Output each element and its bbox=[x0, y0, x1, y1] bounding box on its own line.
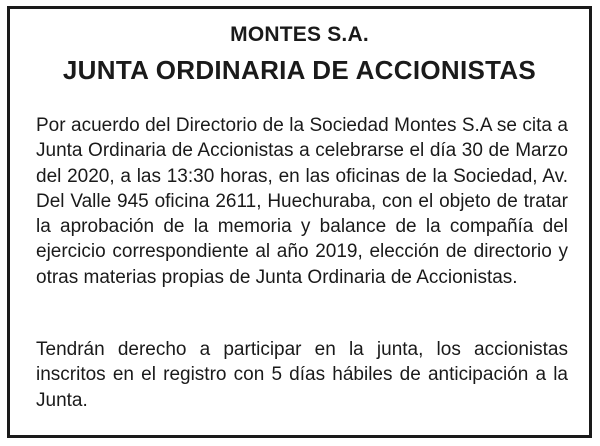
notice-box bbox=[7, 6, 592, 438]
notice-title: JUNTA ORDINARIA DE ACCIONISTAS bbox=[62, 55, 537, 85]
notice-paragraph-participation: Tendrán derecho a participar en la junta, los accionistas inscritos en el registro con 5 días hábiles de anticipación a la Junta. bbox=[36, 339, 568, 411]
company-name: MONTES S.A. bbox=[230, 23, 369, 46]
notice-paragraph-convocation: Por acuerdo del Directorio de la Sociedad Montes S.A se cita a Junta Ordinaria de Accionistas a celebrarse el día 30 de Marzo del 2020, a las 13:30 horas, en las oficinas de la Sociedad, Av. Del Valle 945 oficina 2611, Huechuraba, con el objeto de tratar la aprobación de la memoria y balance de la compañía del ejercicio correspondiente al año 2019, elección de directorio y otras materias propias de Junta Ordinaria de Accionistas. bbox=[36, 115, 568, 288]
